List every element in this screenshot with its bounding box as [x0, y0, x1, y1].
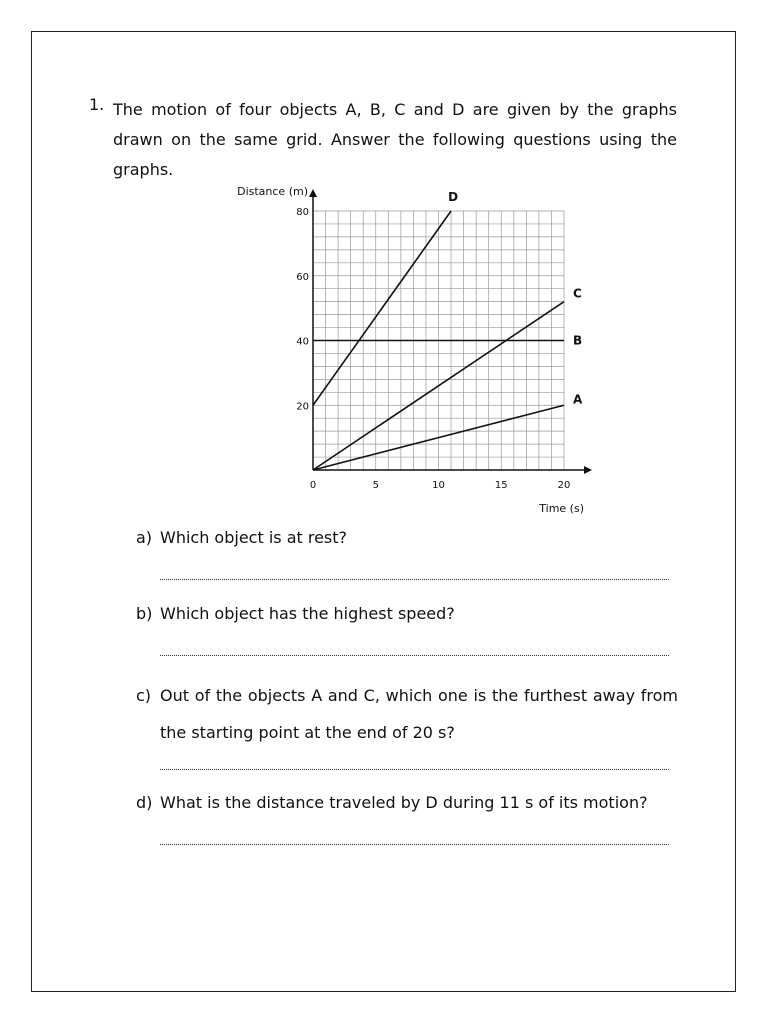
x-tick-label: 15	[494, 480, 508, 491]
y-tick-label: 60	[296, 271, 309, 283]
x-axis-arrow-icon	[584, 466, 592, 474]
answer-line-a[interactable]	[160, 579, 669, 580]
question-text: The motion of four objects A, B, C and D are given by the graphs drawn on the same grid. Answer the following questions using the graphs.	[113, 100, 677, 179]
series-label-B: B	[573, 333, 583, 348]
answer-line-b[interactable]	[160, 655, 669, 656]
subquestion-text: Out of the objects A and C, which one is the furthest away from the starting point at the end of 20 s?	[160, 686, 678, 742]
subquestion-label: d)	[136, 793, 153, 812]
series-label-D: D	[448, 190, 459, 204]
y-tick-label: 80	[296, 207, 309, 218]
subquestion-d	[136, 793, 648, 812]
series-line-D	[313, 211, 451, 405]
subquestion-b	[136, 604, 455, 623]
y-tick-label: 20	[296, 401, 309, 413]
subquestion-label: c)	[136, 686, 152, 705]
distance-time-chart	[220, 180, 600, 520]
chart-labels	[448, 190, 583, 406]
series-label-C: C	[573, 286, 582, 301]
x-tick-label: 20	[557, 480, 571, 491]
subquestion-text: Which object has the highest speed?	[160, 604, 455, 623]
y-tick-label: 40	[296, 336, 309, 348]
series-label-A: A	[573, 392, 583, 407]
subquestion-c	[136, 677, 678, 751]
answer-line-d[interactable]	[160, 844, 669, 845]
x-tick-label: 5	[372, 480, 379, 491]
subquestion-text: Which object is at rest?	[160, 528, 348, 547]
x-axis-label: Time (s)	[539, 502, 584, 515]
y-axis-label: Distance (m)	[237, 185, 308, 198]
chart-ticks	[237, 185, 584, 515]
question-number: 1.	[89, 95, 105, 114]
x-tick-label: 10	[432, 480, 445, 491]
subquestion-text: What is the distance traveled by D during 11 s of its motion?	[160, 793, 648, 812]
y-axis-arrow-icon	[309, 189, 317, 197]
x-tick-label: 0	[309, 480, 317, 491]
subquestion-a	[136, 528, 347, 547]
answer-line-c[interactable]	[160, 769, 669, 770]
subquestion-label: a)	[136, 528, 153, 547]
subquestion-label: b)	[136, 604, 153, 623]
